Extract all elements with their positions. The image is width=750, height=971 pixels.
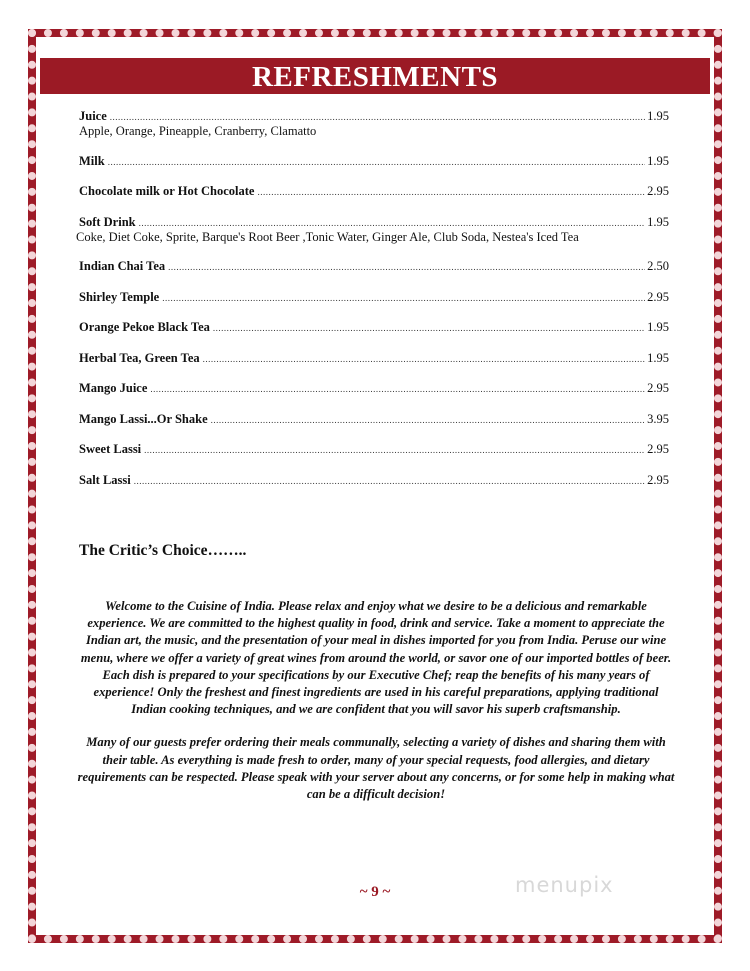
welcome-paragraph: Many of our guests prefer ordering their meals communally, selecting a variety of dishes and sharing them with their table. As everything is made fresh to order, many of your special requests, food allergies, and dietary requirements can be respected. Please speak with your server about any concerns, or for some help in making what can be a difficult decision! xyxy=(77,735,675,802)
item-name: Indian Chai Tea xyxy=(79,259,166,273)
item-price: 2.95 xyxy=(647,442,669,456)
item-name: Juice xyxy=(79,109,107,123)
item-description: Apple, Orange, Pineapple, Cranberry, Clamatto xyxy=(79,124,317,138)
item-description: Coke, Diet Coke, Sprite, Barque's Root Beer ,Tonic Water, Ginger Ale, Club Soda, Nestea's Iced Tea xyxy=(76,229,579,244)
dot-leader xyxy=(144,442,645,458)
item-price: 1.95 xyxy=(647,109,669,123)
dot-leader xyxy=(203,351,646,367)
page-number: ~ 9 ~ xyxy=(359,884,391,900)
menu-item xyxy=(79,472,669,489)
item-name: Mango Lassi...Or Shake xyxy=(79,411,208,426)
menu-item xyxy=(76,214,669,245)
menu-item xyxy=(79,289,669,306)
menu-item xyxy=(79,183,669,200)
refreshments-menu xyxy=(76,108,669,502)
page-title: REFRESHMENTS xyxy=(40,58,710,94)
menu-item xyxy=(79,319,669,336)
item-name: Orange Pekoe Black Tea xyxy=(79,320,210,334)
item-name: Chocolate milk or Hot Chocolate xyxy=(79,184,255,198)
dot-leader xyxy=(150,381,645,397)
menu-item xyxy=(79,411,669,428)
menu-item xyxy=(79,108,669,139)
menu-item xyxy=(79,258,669,275)
welcome-paragraph: Welcome to the Cuisine of India. Please relax and enjoy what we desire to be a delicious and remarkable experience. We are committed to the highest quality in food, drink and service. Take a moment to appreciate the Indian art, the music, and the presentation of your meal in dishes imported for you from India. Peruse our wine menu, where we offer a variety of great wines from around the world, or savor one of our imported bottles of beer. Each dish is prepared to your specifications by our Executive Chef; reap the benefits of his many years of experience! Only the freshest and finest ingredients are used in his careful preparations, applying traditional Indian cooking techniques, and we are confident that you will savor his superb craftsmanship. xyxy=(80,599,672,717)
item-price: 3.95 xyxy=(647,411,669,426)
dot-leader xyxy=(108,154,645,170)
item-price: 2.95 xyxy=(647,381,669,395)
dot-leader xyxy=(134,473,645,489)
item-price: 1.95 xyxy=(647,153,669,168)
item-name: Soft Drink xyxy=(79,214,136,229)
dot-leader xyxy=(211,412,646,428)
dot-leader xyxy=(257,184,645,200)
item-price: 2.50 xyxy=(647,259,669,273)
item-price: 2.95 xyxy=(647,289,669,304)
dot-leader xyxy=(110,109,645,125)
dot-leader xyxy=(139,215,646,231)
dot-leader xyxy=(162,290,645,306)
menu-item xyxy=(79,350,669,367)
item-price: 1.95 xyxy=(647,320,669,334)
menu-item xyxy=(79,380,669,397)
item-price: 2.95 xyxy=(647,472,669,487)
item-name: Mango Juice xyxy=(79,381,148,395)
menu-item xyxy=(79,153,669,170)
item-name: Sweet Lassi xyxy=(79,442,142,456)
item-price: 2.95 xyxy=(647,184,669,198)
dot-leader xyxy=(168,259,645,275)
watermark-logo: menupix xyxy=(515,873,614,897)
section-heading: The Critic’s Choice…….. xyxy=(79,542,247,559)
item-name: Milk xyxy=(79,153,105,168)
item-name: Shirley Temple xyxy=(79,289,160,304)
item-name: Herbal Tea, Green Tea xyxy=(79,350,200,365)
item-name: Salt Lassi xyxy=(79,472,131,487)
dot-leader xyxy=(213,320,645,336)
welcome-text xyxy=(76,598,676,819)
item-price: 1.95 xyxy=(647,350,669,365)
item-price: 1.95 xyxy=(647,214,669,229)
menu-item xyxy=(79,441,669,458)
